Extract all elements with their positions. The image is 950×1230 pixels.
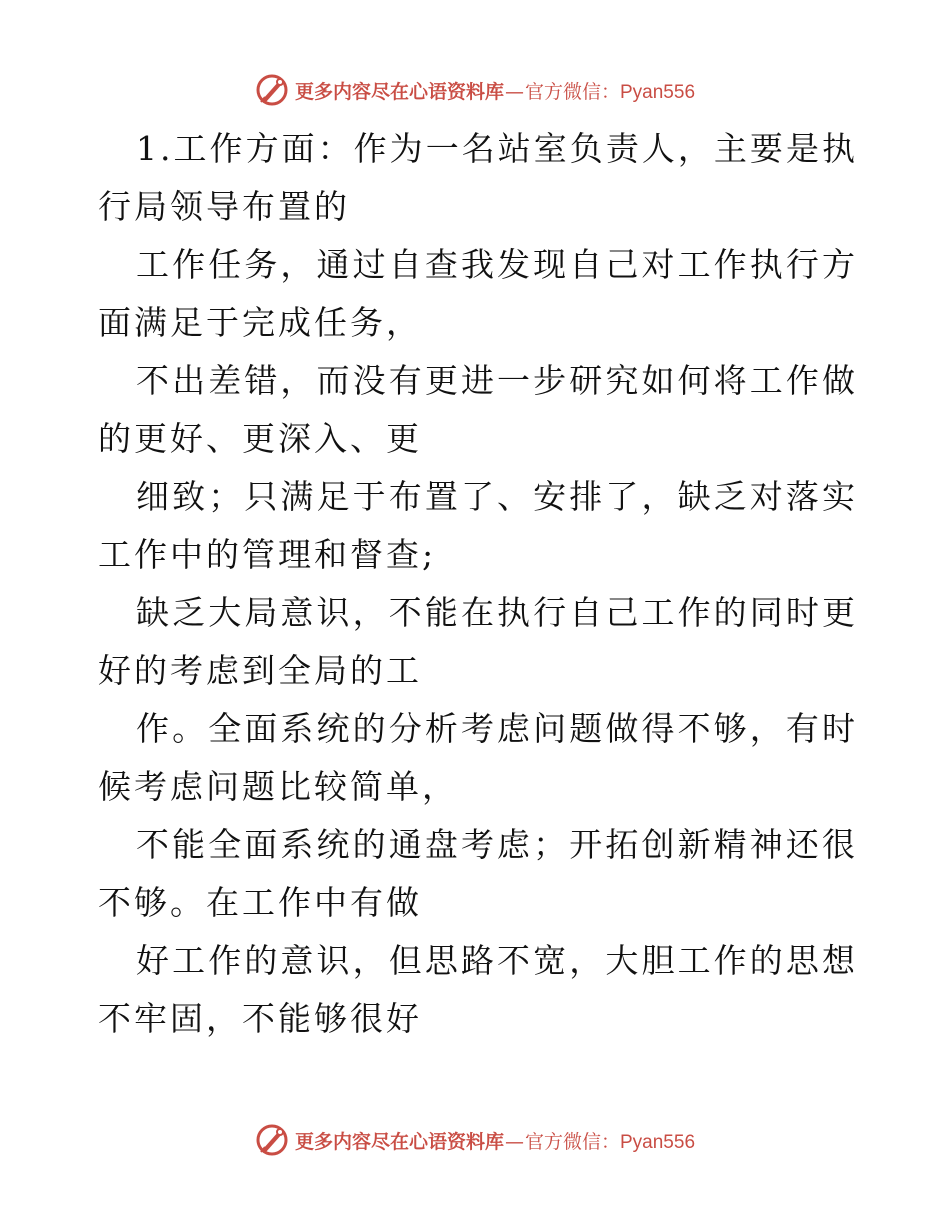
header-banner-main-text: 更多内容尽在心语资料库 bbox=[294, 80, 504, 103]
header-banner-text bbox=[295, 77, 695, 104]
quill-pen-logo-icon bbox=[255, 73, 289, 107]
footer-banner-wechat-label: 官方微信： bbox=[524, 1130, 620, 1153]
paragraph-1: 1.工作方面：作为一名站室负责人，主要是执行局领导布置的 bbox=[98, 129, 858, 226]
header-banner-wechat-id: Pyan556 bbox=[620, 81, 696, 103]
paragraph-4: 细致；只满足于布置了、安排了，缺乏对落实工作中的管理和督查; bbox=[98, 477, 858, 574]
paragraph-6: 作。全面系统的分析考虑问题做得不够，有时候考虑问题比较简单， bbox=[98, 709, 858, 806]
footer-banner-main-text: 更多内容尽在心语资料库 bbox=[294, 1130, 504, 1153]
quill-pen-logo-icon bbox=[255, 1123, 289, 1157]
header-banner-wechat-label: 官方微信： bbox=[524, 80, 620, 103]
paragraph-7: 不能全面系统的通盘考虑；开拓创新精神还很不够。在工作中有做 bbox=[98, 825, 858, 922]
paragraph-3: 不出差错，而没有更进一步研究如何将工作做的更好、更深入、更 bbox=[98, 361, 858, 458]
footer-banner-wechat-id: Pyan556 bbox=[620, 1131, 696, 1153]
paragraph-8: 好工作的意识，但思路不宽，大胆工作的思想不牢固，不能够很好 bbox=[98, 941, 858, 1038]
document-body bbox=[98, 120, 858, 1048]
footer-banner bbox=[0, 1120, 950, 1160]
header-banner bbox=[0, 70, 950, 110]
footer-banner-text bbox=[295, 1127, 695, 1154]
header-banner-separator: — bbox=[504, 80, 524, 103]
footer-banner-separator: — bbox=[504, 1130, 524, 1153]
paragraph-5: 缺乏大局意识，不能在执行自己工作的同时更好的考虑到全局的工 bbox=[98, 593, 858, 690]
paragraph-2: 工作任务，通过自查我发现自己对工作执行方面满足于完成任务， bbox=[98, 245, 858, 342]
